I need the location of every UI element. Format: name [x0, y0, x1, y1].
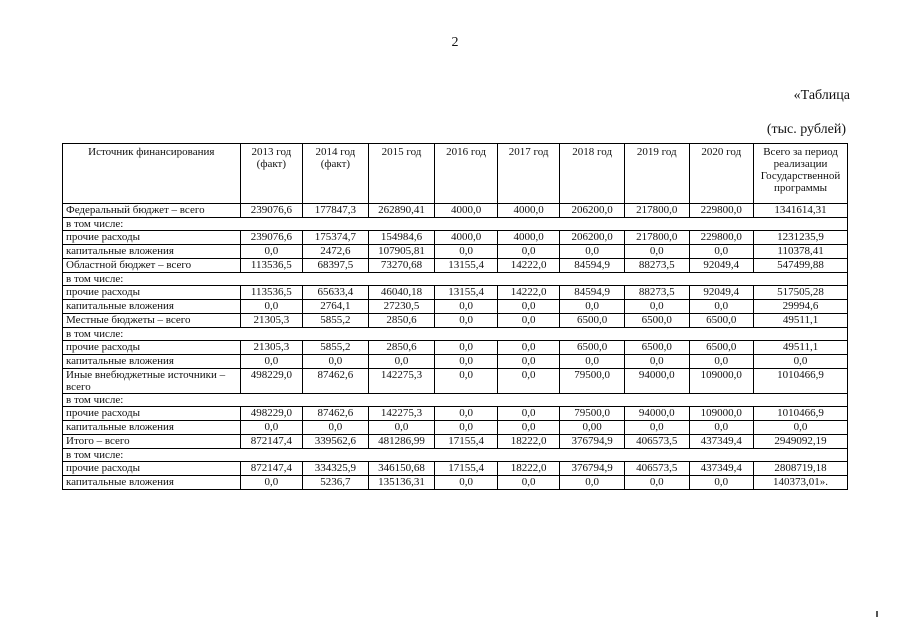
value-cell: 14222,0	[497, 286, 560, 300]
table-row	[63, 259, 848, 273]
value-cell: 5855,2	[303, 341, 369, 355]
value-cell: 4000,0	[435, 231, 498, 245]
value-cell: 2850,6	[368, 314, 435, 328]
subheader-cell: в том числе:	[63, 449, 848, 462]
value-cell: 0,0	[624, 300, 689, 314]
table-row	[63, 462, 848, 476]
value-cell: 517505,28	[754, 286, 848, 300]
row-label: Иные внебюджетные источники – всего	[63, 369, 241, 394]
value-cell: 14222,0	[497, 259, 560, 273]
value-cell: 1231235,9	[754, 231, 848, 245]
value-cell: 0,0	[689, 300, 754, 314]
value-cell: 0,0	[497, 341, 560, 355]
value-cell: 17155,4	[435, 462, 498, 476]
value-cell: 0,0	[560, 245, 625, 259]
value-cell: 2472,6	[303, 245, 369, 259]
row-label: капитальные вложения	[63, 476, 241, 490]
value-cell: 88273,5	[624, 286, 689, 300]
value-cell: 0,0	[560, 476, 625, 490]
header-total: Всего за период реализации Государственной программы	[754, 144, 848, 204]
value-cell: 334325,9	[303, 462, 369, 476]
value-cell: 547499,88	[754, 259, 848, 273]
row-label: прочие расходы	[63, 407, 241, 421]
value-cell: 84594,9	[560, 259, 625, 273]
value-cell: 406573,5	[624, 435, 689, 449]
value-cell: 0,0	[240, 245, 303, 259]
value-cell: 88273,5	[624, 259, 689, 273]
header-2019: 2019 год	[624, 144, 689, 204]
subheader-cell: в том числе:	[63, 218, 848, 231]
value-cell: 79500,0	[560, 369, 625, 394]
subheader-row	[63, 394, 848, 407]
value-cell: 0,0	[368, 421, 435, 435]
header-2017: 2017 год	[497, 144, 560, 204]
table-row	[63, 204, 848, 218]
table-row	[63, 341, 848, 355]
value-cell: 0,0	[240, 421, 303, 435]
row-label: капитальные вложения	[63, 355, 241, 369]
value-cell: 142275,3	[368, 369, 435, 394]
value-cell: 0,0	[754, 355, 848, 369]
value-cell: 68397,5	[303, 259, 369, 273]
value-cell: 2850,6	[368, 341, 435, 355]
table-row	[63, 245, 848, 259]
value-cell: 18222,0	[497, 435, 560, 449]
table-row	[63, 286, 848, 300]
value-cell: 0,0	[689, 476, 754, 490]
header-2020: 2020 год	[689, 144, 754, 204]
value-cell: 0,0	[497, 407, 560, 421]
value-cell: 29994,6	[754, 300, 848, 314]
value-cell: 110378,41	[754, 245, 848, 259]
value-cell: 0,0	[497, 421, 560, 435]
value-cell: 437349,4	[689, 435, 754, 449]
row-label: Местные бюджеты – всего	[63, 314, 241, 328]
value-cell: 498229,0	[240, 369, 303, 394]
value-cell: 94000,0	[624, 407, 689, 421]
value-cell: 239076,6	[240, 231, 303, 245]
value-cell: 87462,6	[303, 369, 369, 394]
value-cell: 0,0	[497, 476, 560, 490]
value-cell: 0,0	[689, 245, 754, 259]
table-row	[63, 300, 848, 314]
table-body	[63, 204, 848, 490]
value-cell: 0,0	[435, 407, 498, 421]
value-cell: 4000,0	[497, 231, 560, 245]
value-cell: 92049,4	[689, 286, 754, 300]
value-cell: 92049,4	[689, 259, 754, 273]
page-number: 2	[451, 35, 459, 50]
row-label: прочие расходы	[63, 286, 241, 300]
value-cell: 177847,3	[303, 204, 369, 218]
value-cell: 6500,0	[689, 341, 754, 355]
value-cell: 0,0	[624, 355, 689, 369]
row-label: Областной бюджет – всего	[63, 259, 241, 273]
value-cell: 437349,4	[689, 462, 754, 476]
table-caption: «Таблица	[793, 88, 850, 103]
value-cell: 2949092,19	[754, 435, 848, 449]
value-cell: 872147,4	[240, 435, 303, 449]
value-cell: 13155,4	[435, 259, 498, 273]
value-cell: 6500,0	[689, 314, 754, 328]
scan-mark	[876, 611, 878, 617]
subheader-row	[63, 449, 848, 462]
value-cell: 0,0	[624, 245, 689, 259]
value-cell: 4000,0	[435, 204, 498, 218]
value-cell: 1010466,9	[754, 407, 848, 421]
value-cell: 87462,6	[303, 407, 369, 421]
value-cell: 49511,1	[754, 314, 848, 328]
value-cell: 109000,0	[689, 369, 754, 394]
value-cell: 4000,0	[497, 204, 560, 218]
table-row	[63, 369, 848, 394]
value-cell: 0,00	[560, 421, 625, 435]
header-2013: 2013 год (факт)	[240, 144, 303, 204]
value-cell: 0,0	[368, 355, 435, 369]
value-cell: 0,0	[435, 341, 498, 355]
subheader-row	[63, 218, 848, 231]
value-cell: 6500,0	[560, 341, 625, 355]
value-cell: 406573,5	[624, 462, 689, 476]
value-cell: 46040,18	[368, 286, 435, 300]
value-cell: 206200,0	[560, 204, 625, 218]
value-cell: 0,0	[435, 476, 498, 490]
value-cell: 376794,9	[560, 435, 625, 449]
value-cell: 113536,5	[240, 286, 303, 300]
header-row	[63, 144, 848, 204]
value-cell: 6500,0	[624, 314, 689, 328]
value-cell: 0,0	[435, 355, 498, 369]
value-cell: 65633,4	[303, 286, 369, 300]
value-cell: 84594,9	[560, 286, 625, 300]
row-label: Итого – всего	[63, 435, 241, 449]
subheader-cell: в том числе:	[63, 273, 848, 286]
subheader-cell: в том числе:	[63, 394, 848, 407]
value-cell: 140373,01».	[754, 476, 848, 490]
value-cell: 94000,0	[624, 369, 689, 394]
value-cell: 109000,0	[689, 407, 754, 421]
subheader-cell: в том числе:	[63, 328, 848, 341]
value-cell: 0,0	[240, 355, 303, 369]
value-cell: 346150,68	[368, 462, 435, 476]
value-cell: 135136,31	[368, 476, 435, 490]
value-cell: 5236,7	[303, 476, 369, 490]
value-cell: 0,0	[497, 300, 560, 314]
units-label: (тыс. рублей)	[766, 122, 846, 137]
table-row	[63, 407, 848, 421]
value-cell: 0,0	[689, 421, 754, 435]
value-cell: 498229,0	[240, 407, 303, 421]
value-cell: 0,0	[435, 369, 498, 394]
value-cell: 229800,0	[689, 204, 754, 218]
value-cell: 0,0	[754, 421, 848, 435]
value-cell: 107905,81	[368, 245, 435, 259]
value-cell: 206200,0	[560, 231, 625, 245]
value-cell: 217800,0	[624, 231, 689, 245]
row-label: Федеральный бюджет – всего	[63, 204, 241, 218]
value-cell: 0,0	[435, 300, 498, 314]
row-label: капитальные вложения	[63, 300, 241, 314]
value-cell: 21305,3	[240, 314, 303, 328]
subheader-row	[63, 328, 848, 341]
value-cell: 0,0	[240, 300, 303, 314]
table-row	[63, 476, 848, 490]
value-cell: 481286,99	[368, 435, 435, 449]
subheader-row	[63, 273, 848, 286]
value-cell: 0,0	[624, 476, 689, 490]
value-cell: 0,0	[624, 421, 689, 435]
row-label: капитальные вложения	[63, 245, 241, 259]
value-cell: 872147,4	[240, 462, 303, 476]
header-2015: 2015 год	[368, 144, 435, 204]
table-row	[63, 355, 848, 369]
value-cell: 21305,3	[240, 341, 303, 355]
row-label: капитальные вложения	[63, 421, 241, 435]
value-cell: 217800,0	[624, 204, 689, 218]
financing-table	[62, 143, 848, 490]
value-cell: 2764,1	[303, 300, 369, 314]
header-2018: 2018 год	[560, 144, 625, 204]
value-cell: 1010466,9	[754, 369, 848, 394]
header-2014: 2014 год (факт)	[303, 144, 369, 204]
value-cell: 154984,6	[368, 231, 435, 245]
value-cell: 79500,0	[560, 407, 625, 421]
value-cell: 18222,0	[497, 462, 560, 476]
row-label: прочие расходы	[63, 462, 241, 476]
value-cell: 0,0	[560, 355, 625, 369]
table-row	[63, 314, 848, 328]
header-2016: 2016 год	[435, 144, 498, 204]
value-cell: 5855,2	[303, 314, 369, 328]
value-cell: 239076,6	[240, 204, 303, 218]
value-cell: 0,0	[497, 355, 560, 369]
value-cell: 6500,0	[560, 314, 625, 328]
value-cell: 229800,0	[689, 231, 754, 245]
value-cell: 0,0	[497, 314, 560, 328]
table-row	[63, 231, 848, 245]
value-cell: 73270,68	[368, 259, 435, 273]
value-cell: 0,0	[560, 300, 625, 314]
value-cell: 1341614,31	[754, 204, 848, 218]
row-label: прочие расходы	[63, 341, 241, 355]
table-row	[63, 435, 848, 449]
value-cell: 0,0	[497, 245, 560, 259]
value-cell: 49511,1	[754, 341, 848, 355]
value-cell: 0,0	[303, 421, 369, 435]
value-cell: 142275,3	[368, 407, 435, 421]
value-cell: 17155,4	[435, 435, 498, 449]
value-cell: 262890,41	[368, 204, 435, 218]
value-cell: 376794,9	[560, 462, 625, 476]
table-row	[63, 421, 848, 435]
value-cell: 113536,5	[240, 259, 303, 273]
value-cell: 0,0	[303, 355, 369, 369]
value-cell: 0,0	[435, 421, 498, 435]
row-label: прочие расходы	[63, 231, 241, 245]
value-cell: 2808719,18	[754, 462, 848, 476]
value-cell: 13155,4	[435, 286, 498, 300]
header-source: Источник финансирования	[63, 144, 241, 204]
value-cell: 0,0	[435, 245, 498, 259]
value-cell: 339562,6	[303, 435, 369, 449]
value-cell: 27230,5	[368, 300, 435, 314]
value-cell: 0,0	[497, 369, 560, 394]
value-cell: 175374,7	[303, 231, 369, 245]
value-cell: 6500,0	[624, 341, 689, 355]
value-cell: 0,0	[435, 314, 498, 328]
value-cell: 0,0	[240, 476, 303, 490]
value-cell: 0,0	[689, 355, 754, 369]
